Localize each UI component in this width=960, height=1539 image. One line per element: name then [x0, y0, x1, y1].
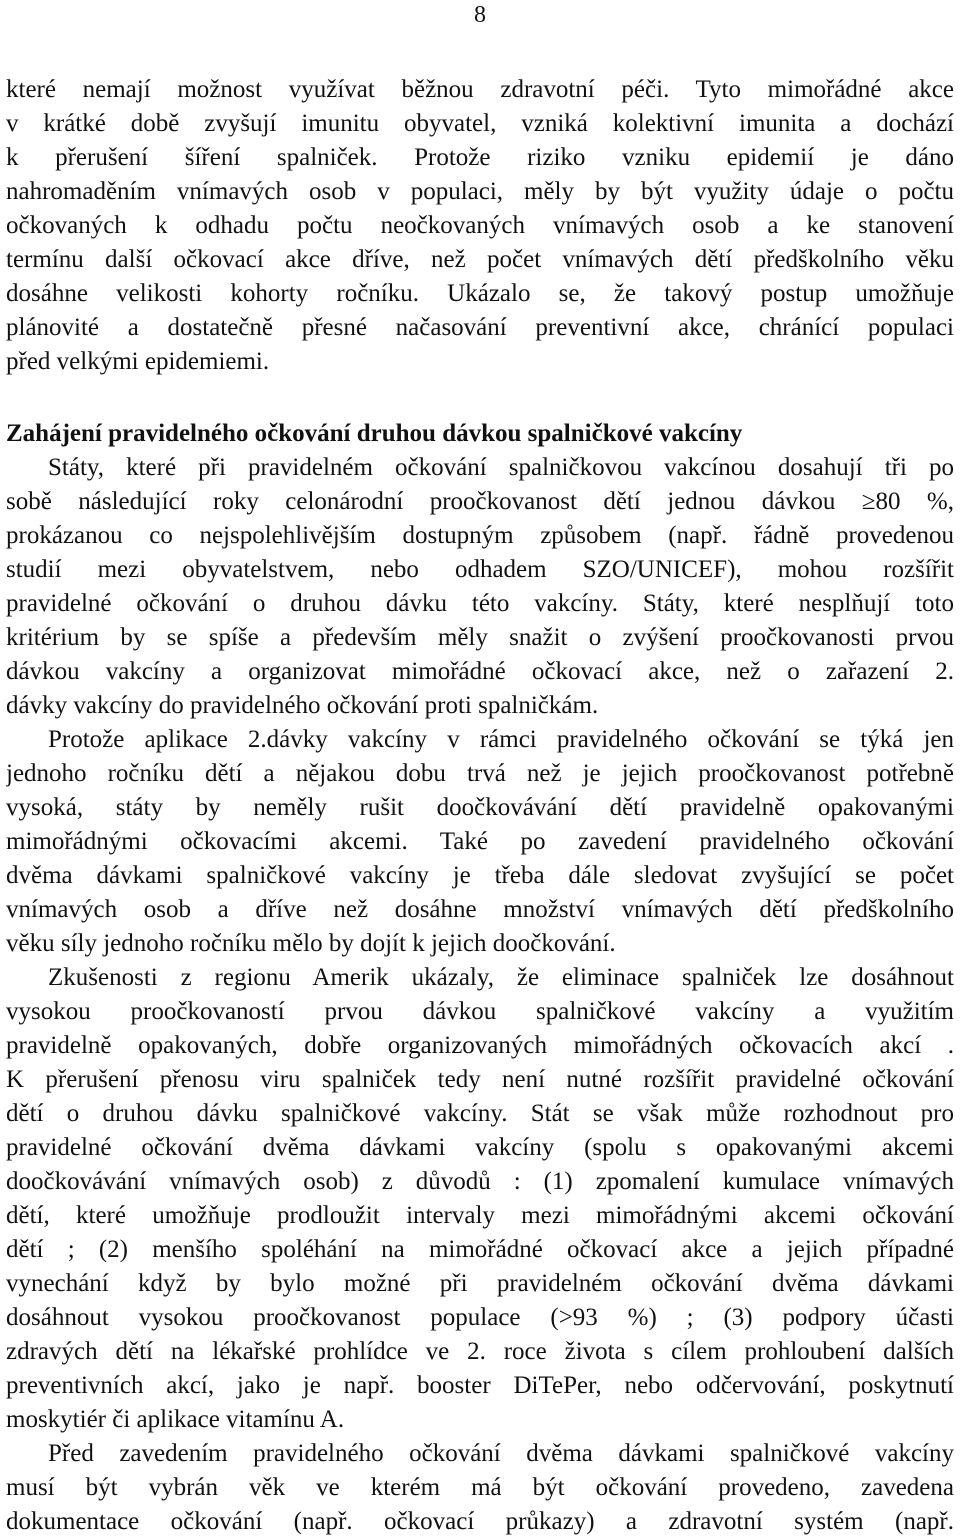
- text-line: musí být vybrán věk ve kterém má být očkování provedeno, zavedena: [6, 1474, 954, 1501]
- text-line: dávkou vakcíny a organizovat mimořádné očkovací akce, než o zařazení 2.: [6, 658, 954, 685]
- text-line: k přerušení šíření spalniček. Protože riziko vzniku epidemií je dáno: [6, 144, 954, 171]
- document-body: [6, 73, 954, 1539]
- text-line: věku síly jednoho ročníku mělo by dojít k jejich doočkování.: [6, 930, 616, 957]
- text-line: kritérium by se spíše a především měly snažit o zvýšení proočkovanosti prvou: [6, 624, 954, 651]
- text-line: před velkými epidemiemi.: [6, 348, 270, 375]
- text-line: dvěma dávkami spalničkové vakcíny je třeba dále sledovat zvyšující se počet: [6, 862, 954, 889]
- text-line: dosáhnout vysokou proočkovanost populace (>93 %) ; (3) podpory účasti: [6, 1304, 954, 1331]
- text-line: Státy, které při pravidelném očkování spalničkovou vakcínou dosahují tři po: [48, 454, 954, 481]
- paragraph-before-introduction: [6, 1437, 954, 1539]
- text-line: preventivních akcí, jako je např. booster DiTePer, nebo odčervování, poskytnutí: [6, 1372, 954, 1399]
- text-line: Zkušenosti z regionu Amerik ukázaly, že eliminace spalniček lze dosáhnout: [48, 964, 954, 991]
- text-line: sobě následující roky celonárodní proočkovanost dětí jednou dávkou ≥80 %,: [6, 488, 954, 515]
- paragraph-americas-experience: [6, 961, 954, 1437]
- text-line: dětí o druhou dávku spalničkové vakcíny. Stát se však může rozhodnout pro: [6, 1100, 954, 1127]
- page-number: 8: [474, 2, 486, 28]
- section-heading: Zahájení pravidelného očkování druhou dávkou spalničkové vakcíny: [6, 420, 743, 447]
- text-line: mimořádnými očkovacími akcemi. Také po zavedení pravidelného očkování: [6, 828, 954, 855]
- text-line: nahromaděním vnímavých osob v populaci, měly by být využity údaje o počtu: [6, 178, 954, 205]
- text-line: dětí, které umožňuje prodloužit intervaly mezi mimořádnými akcemi očkování: [6, 1202, 954, 1229]
- text-line: K přerušení přenosu viru spalniček tedy není nutné rozšířit pravidelné očkování: [6, 1066, 954, 1093]
- text-line: dětí ; (2) menšího spoléhání na mimořádné očkovací akce a jejich případné: [6, 1236, 954, 1263]
- paragraph-intro: [6, 73, 954, 379]
- text-line: pravidelně opakovaných, dobře organizovaných mimořádných očkovacích akcí .: [6, 1032, 954, 1059]
- text-line: dokumentace očkování (např. očkovací průkazy) a zdravotní systém (např.: [6, 1508, 954, 1535]
- text-line: zdravých dětí na lékařské prohlídce ve 2. roce života s cílem prohloubení dalších: [6, 1338, 954, 1365]
- text-line: vynechání když by bylo možné při pravidelném očkování dvěma dávkami: [6, 1270, 954, 1297]
- text-line: dosáhne velikosti kohorty ročníku. Ukázalo se, že takový postup umožňuje: [6, 280, 954, 307]
- text-line: vnímavých osob a dříve než dosáhne množství vnímavých dětí předškolního: [6, 896, 954, 923]
- text-line: plánovité a dostatečně přesné načasování preventivní akce, chránící populaci: [6, 314, 954, 341]
- text-line: jednoho ročníku dětí a nějakou dobu trvá než je jejich proočkovanost potřebně: [6, 760, 954, 787]
- text-line: které nemají možnost využívat běžnou zdravotní péči. Tyto mimořádné akce: [6, 76, 954, 103]
- text-line: Před zavedením pravidelného očkování dvěma dávkami spalničkové vakcíny: [48, 1440, 954, 1467]
- text-line: dávky vakcíny do pravidelného očkování proti spalničkám.: [6, 692, 599, 719]
- text-line: vysoká, státy by neměly rušit doočkovávání dětí pravidelně opakovanými: [6, 794, 954, 821]
- text-line: pravidelné očkování o druhou dávku této vakcíny. Státy, které nesplňují toto: [6, 590, 954, 617]
- text-line: moskytiér či aplikace vitamínu A.: [6, 1406, 345, 1433]
- text-line: prokázanou co nejspolehlivějším dostupným způsobem (např. řádně provedenou: [6, 522, 954, 549]
- text-line: v krátké době zvyšují imunitu obyvatel, vzniká kolektivní imunita a dochází: [6, 110, 954, 137]
- paragraph-continued-catchup: [6, 723, 954, 961]
- text-line: očkovaných k odhadu počtu neočkovaných vnímavých osob a ke stanovení: [6, 212, 954, 239]
- text-line: doočkovávání vnímavých osob) z důvodů : (1) zpomalení kumulace vnímavých: [6, 1168, 954, 1195]
- text-line: Protože aplikace 2.dávky vakcíny v rámci pravidelného očkování se týká jen: [48, 726, 954, 753]
- text-line: pravidelné očkování dvěma dávkami vakcíny (spolu s opakovanými akcemi: [6, 1134, 954, 1161]
- text-line: studií mezi obyvatelstvem, nebo odhadem SZO/UNICEF), mohou rozšířit: [6, 556, 954, 583]
- section-second-dose: [6, 417, 954, 723]
- text-line: termínu další očkovací akce dříve, než počet vnímavých dětí předškolního věku: [6, 246, 954, 273]
- text-line: vysokou proočkovaností prvou dávkou spalničkové vakcíny a využitím: [6, 998, 954, 1025]
